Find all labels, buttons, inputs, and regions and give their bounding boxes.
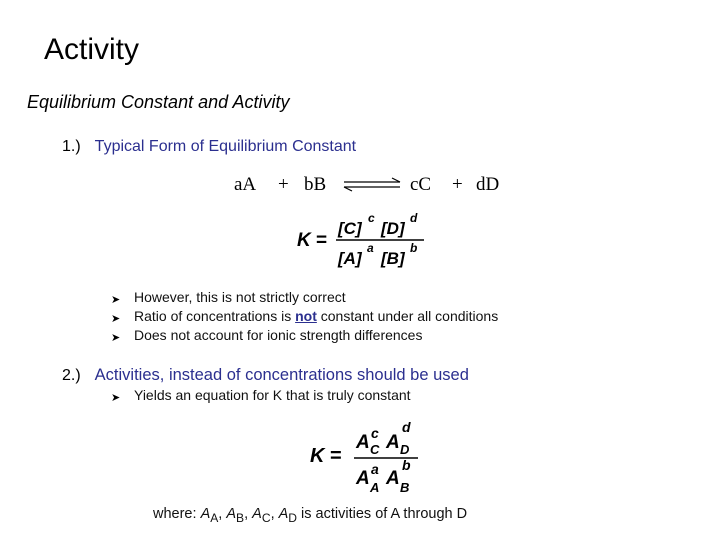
where-note (153, 506, 467, 525)
bullet-1 (111, 290, 120, 308)
denominator-activity-b: A (386, 468, 400, 489)
equilibrium-arrow-icon (344, 178, 400, 191)
section-1-heading (62, 138, 356, 156)
denominator-a-term: [A] (338, 249, 362, 268)
section-1-label: Typical Form of Equilibrium Constant (94, 138, 357, 155)
arrow-bullet-icon: ➤ (111, 294, 121, 306)
k-symbol: K (297, 230, 311, 251)
separator-1: , (218, 506, 227, 522)
arrow-bullet-icon: ➤ (111, 332, 121, 344)
numerator-c-term: [C] (338, 219, 362, 238)
activity-subscript-a: A (210, 510, 219, 525)
k-equation-concentrations (292, 206, 432, 274)
numerator-activity-d: A (386, 432, 400, 453)
denominator-b-term: [B] (381, 249, 405, 268)
denominator-a-exponent: a (367, 241, 374, 255)
reaction-equation (228, 168, 518, 202)
denominator-b-exponent: b (410, 241, 418, 255)
numerator-d-exponent: d (410, 211, 418, 225)
numerator-activity-d-subscript: D (400, 442, 410, 457)
section-1-number: 1.) (62, 138, 81, 155)
bullet-2-text (134, 308, 498, 324)
bullet-1-text: However, this is not strictly correct (134, 289, 346, 305)
separator-2: , (244, 506, 253, 522)
numerator-d-term: [D] (381, 219, 405, 238)
activity-subscript-c: C (261, 510, 271, 525)
activity-symbol-b: A (226, 506, 237, 522)
denominator-activity-a-exponent: a (371, 461, 379, 477)
numerator-activity-c: A (356, 432, 370, 453)
arrow-bullet-icon: ➤ (111, 313, 121, 325)
bullet-3-text: Does not account for ionic strength differences (134, 327, 423, 343)
reaction-bB: bB (304, 174, 327, 195)
numerator-activity-c-exponent: c (371, 425, 379, 441)
numerator-activity-c-subscript: C (370, 442, 380, 457)
reaction-aA: aA (234, 174, 257, 195)
denominator-activity-b-exponent: b (402, 457, 411, 473)
activity-symbol-d: A (278, 506, 289, 522)
section-2-heading (62, 366, 469, 385)
where-prefix: where: (153, 506, 201, 522)
numerator-activity-d-exponent: d (402, 419, 411, 435)
page-subtitle: Equilibrium Constant and Activity (27, 92, 290, 112)
numerator-c-exponent: c (368, 211, 375, 225)
denominator-activity-a: A (356, 468, 370, 489)
reaction-plus-2: + (452, 174, 463, 195)
page-title: Activity (44, 33, 140, 66)
k-symbol-activities: K (310, 445, 325, 467)
activity-subscript-b: B (236, 510, 245, 525)
bullet-2-emphasis: not (295, 308, 317, 324)
bullet-2-text-after: constant under all conditions (316, 308, 499, 324)
reaction-plus-1: + (278, 174, 289, 195)
bullet-2 (111, 309, 120, 327)
bullet-3 (111, 328, 120, 346)
arrow-bullet-icon: ➤ (111, 392, 121, 404)
denominator-activity-a-subscript: A (370, 480, 380, 495)
k-equation-activities (306, 416, 430, 500)
section-2-number: 2.) (62, 367, 81, 384)
activity-symbol-a: A (200, 506, 211, 522)
activity-subscript-d: D (288, 510, 298, 525)
equals-sign: = (316, 230, 328, 251)
activity-symbol-c: A (252, 506, 262, 522)
denominator-activity-b-subscript: B (400, 480, 410, 495)
equals-sign-activities: = (330, 445, 342, 467)
reaction-dD: dD (476, 174, 500, 195)
reaction-cC: cC (410, 174, 432, 195)
bullet-2-text-before: Ratio of concentrations is (134, 308, 296, 324)
bullet-4 (111, 388, 120, 406)
where-suffix: is activities of A through D (297, 506, 468, 522)
bullet-4-text: Yields an equation for K that is truly constant (134, 387, 411, 403)
separator-3: , (270, 506, 279, 522)
section-2-label: Activities, instead of concentrations should be used (94, 366, 469, 384)
